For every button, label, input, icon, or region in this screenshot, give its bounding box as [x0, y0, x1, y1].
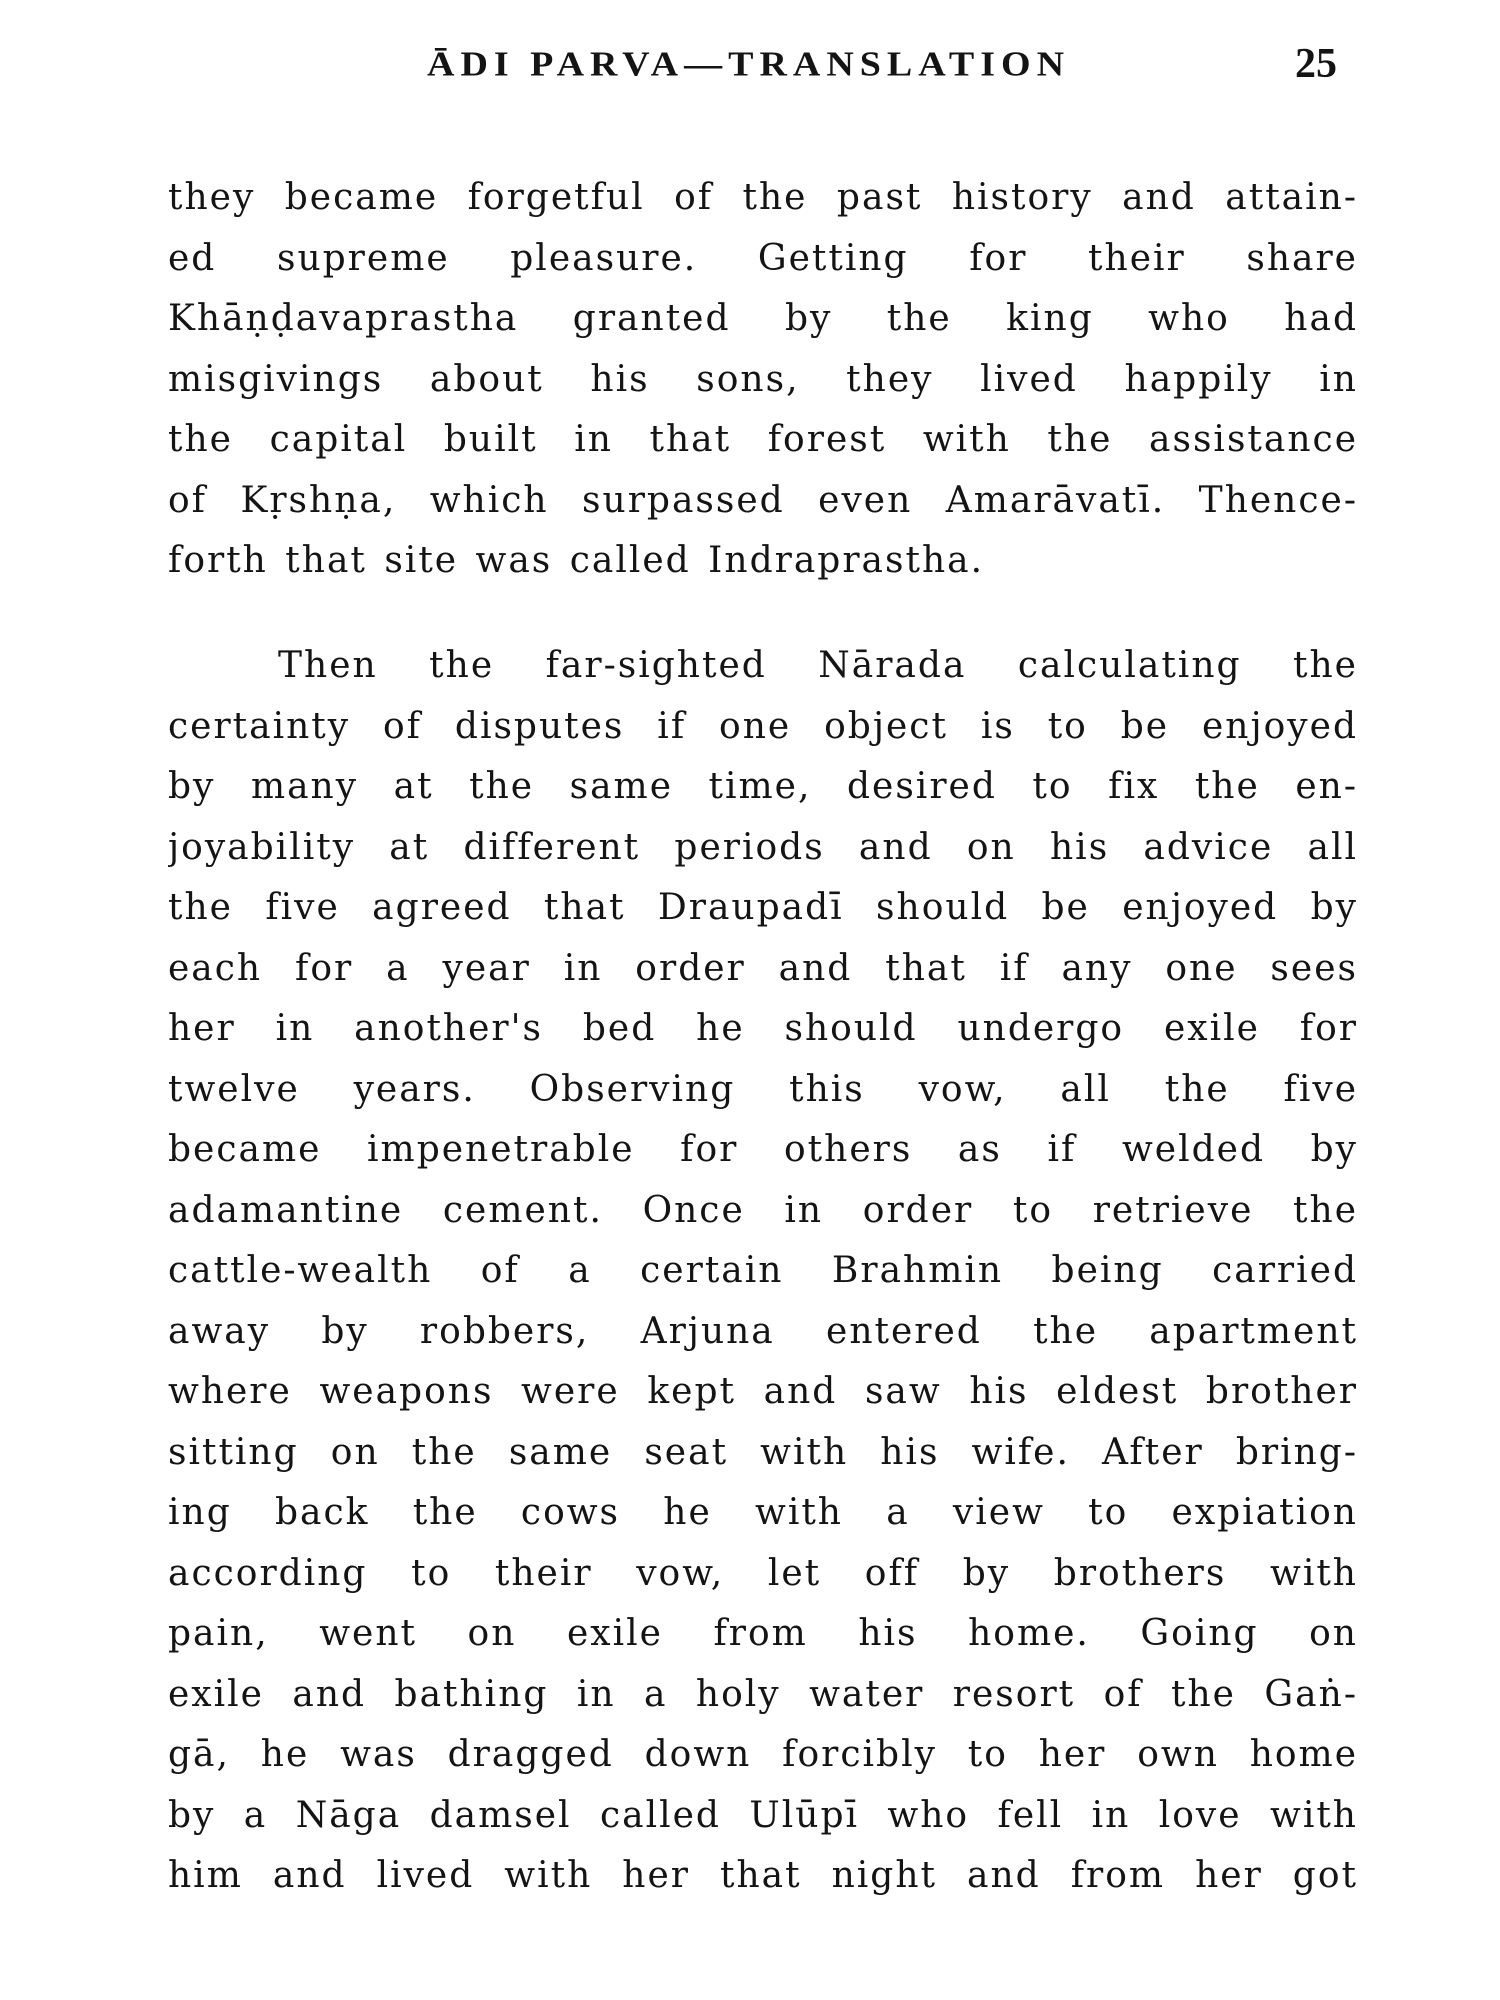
- text-line: ed supreme pleasure. Getting for their share: [168, 237, 1358, 279]
- paragraph-1: [168, 168, 1358, 592]
- running-title: ĀDI PARVA—TRANSLATION: [427, 44, 1071, 84]
- text-line: gā, he was dragged down forcibly to her own home: [168, 1734, 1358, 1775]
- text-line: misgivings about his sons, they lived happily in: [168, 358, 1358, 400]
- text-line: away by robbers, Arjuna entered the apartment: [168, 1310, 1358, 1352]
- text-line: certainty of disputes if one object is to be enjoyed: [168, 705, 1358, 747]
- text-line: adamantine cement. Once in order to retrieve the: [168, 1189, 1358, 1231]
- text-line: her in another's bed he should undergo exile for: [168, 1008, 1358, 1049]
- text-line: by many at the same time, desired to fix the en-: [168, 766, 1358, 807]
- text-line: according to their vow, let off by brothers with: [168, 1552, 1358, 1594]
- text-line: ing back the cows he with a view to expiation: [168, 1492, 1358, 1533]
- text-line: where weapons were kept and saw his eldest brother: [168, 1371, 1358, 1412]
- text-line: Then the far-sighted Nārada calculating the: [278, 645, 1358, 686]
- text-line: became impenetrable for others as if welded by: [168, 1129, 1358, 1170]
- text-line: him and lived with her that night and from her got: [168, 1855, 1358, 1896]
- text-line: exile and bathing in a holy water resort of the Gaṅ-: [168, 1673, 1358, 1715]
- text-line: twelve years. Observing this vow, all the five: [168, 1068, 1358, 1110]
- text-line: the five agreed that Draupadī should be enjoyed by: [168, 887, 1358, 928]
- text-line: sitting on the same seat with his wife. After bring-: [168, 1431, 1358, 1473]
- text-line: by a Nāga damsel called Ulūpī who fell in love with: [168, 1794, 1358, 1836]
- text-line: forth that site was called Indraprastha.: [168, 540, 985, 581]
- paragraph-2: [168, 636, 1358, 1907]
- text-line: of Kṛshṇa, which surpassed even Amarāvatī. Thence-: [168, 479, 1358, 521]
- text-line: each for a year in order and that if any one sees: [168, 947, 1358, 989]
- text-line: they became forgetful of the past history and attain-: [168, 177, 1358, 218]
- text-line: joyability at different periods and on his advice all: [168, 826, 1358, 868]
- page-number: 25: [1295, 41, 1337, 87]
- text-line: cattle-wealth of a certain Brahmin being carried: [168, 1250, 1358, 1291]
- text-line: Khāṇḍavaprastha granted by the king who had: [168, 298, 1358, 339]
- text-line: the capital built in that forest with the assistance: [168, 419, 1358, 460]
- text-line: pain, went on exile from his home. Going on: [168, 1613, 1358, 1654]
